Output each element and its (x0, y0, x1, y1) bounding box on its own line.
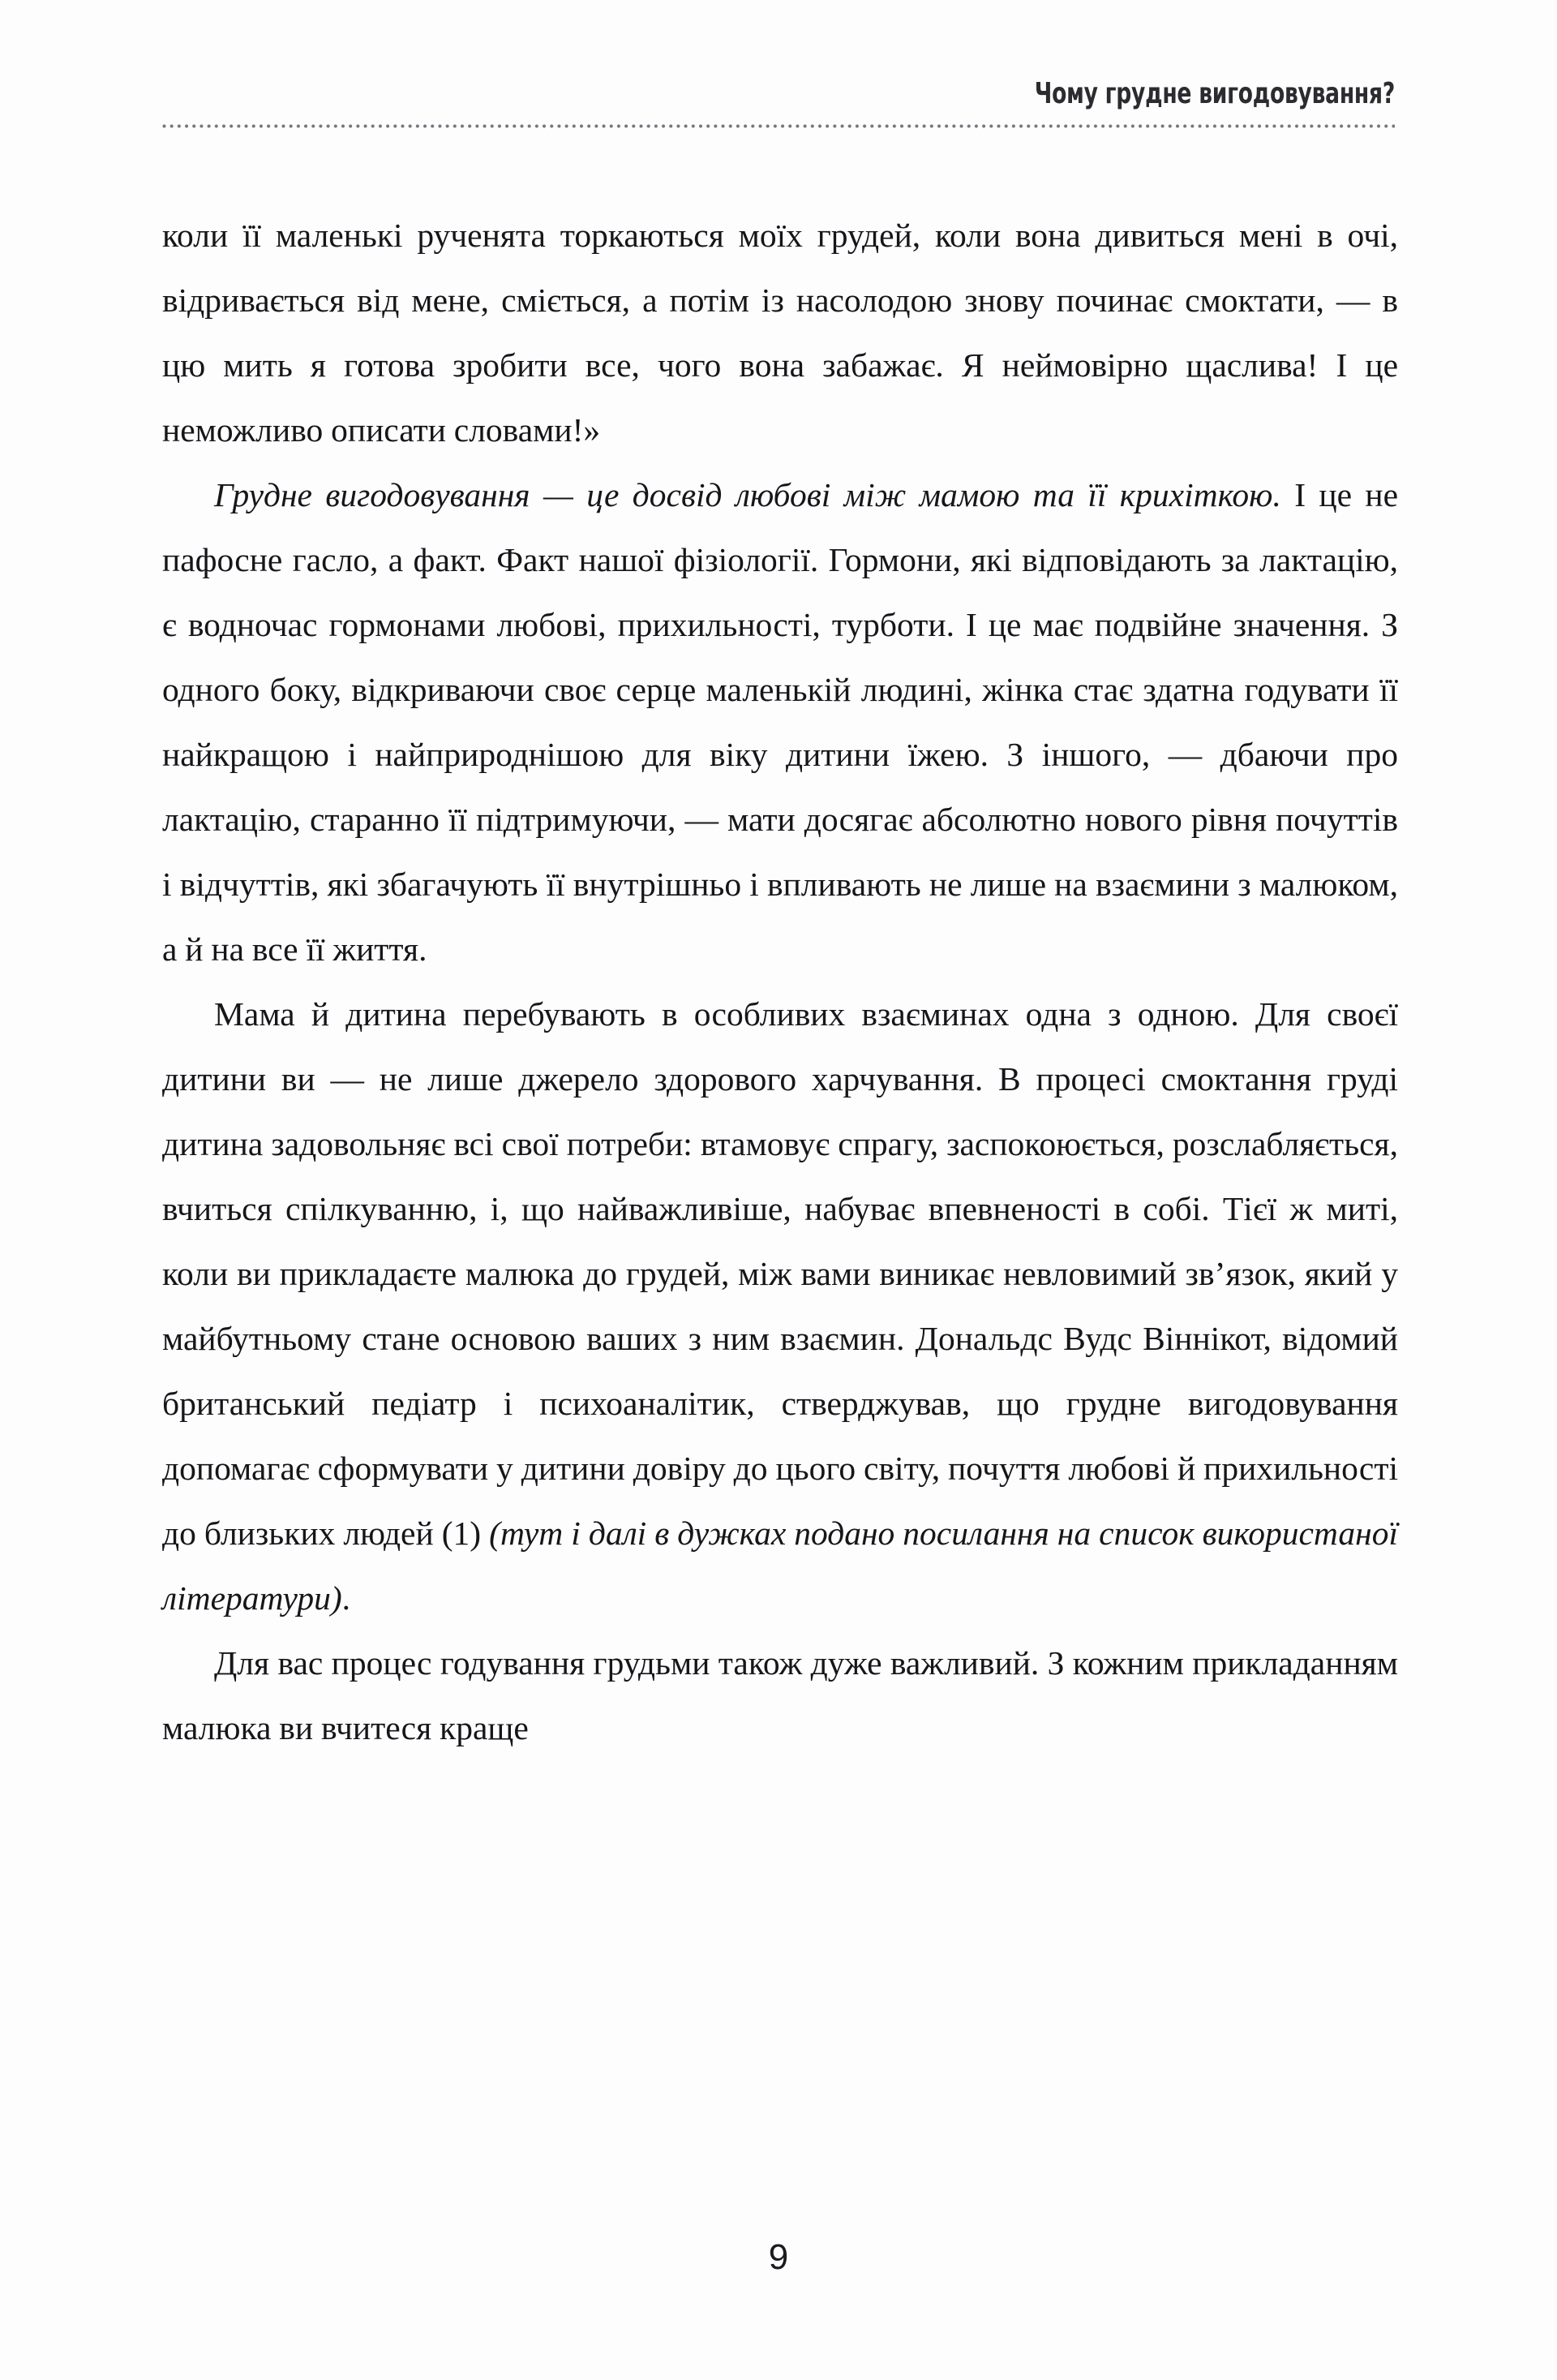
paragraph-special-relationship (162, 982, 1398, 1630)
paragraph-text: Для вас процес годування грудьми також дуже важливий. З кожним прикладанням малюка ви вчитеся краще (162, 1644, 1398, 1746)
paragraph-text: коли її маленькі рученята торкаються моїх грудей, коли вона дивиться мені в очі, відривається від мене, сміється, а потім із насолодою знову починає смоктати, — в цю мить я готова зробити все, чого вона забажає. Я неймовірно щаслива! І це неможливо описати словами!» (162, 217, 1398, 449)
paragraph-text: І це не пафосне гасло, а факт. Факт нашої фізіології. Гормони, які відповідають за лактацію, є водночас гормонами любові, прихильності, турботи. І це має подвійне значення. З одного боку, відкриваючи своє серце маленькій людині, жінка стає здатна годувати її найкращою і найприроднішою для віку дитини їжею. З іншого, — дбаючи про лактацію, старанно її підтримуючи, — мати досягає абсолютно нового рівня почуттів і відчуттів, які збагачують її внутрішньо і впливають не лише на взаємини з малюком, а й на все її життя. (162, 476, 1399, 968)
page-number: 9 (768, 2237, 789, 2277)
paragraph-for-you (162, 1630, 1398, 1760)
body-text-block (162, 203, 1398, 1760)
page-header (162, 78, 1395, 129)
italic-reference-note: (тут і далі в дужках подано посилання на список використаної літератури) (162, 1514, 1399, 1617)
paragraph-quote-continuation (162, 203, 1398, 462)
paragraph-love-experience (162, 462, 1398, 982)
italic-lead-sentence: Грудне вигодовування — це досвід любові між мамою та її крихіткою. (214, 476, 1281, 513)
paragraph-text-after-note: . (341, 1579, 351, 1617)
running-header-title: Чому грудне вигодовування? (1034, 77, 1395, 110)
paragraph-text-before-note: Мама й дитина перебувають в особливих взаєминах одна з одною. Для своєї дитини ви — не лише джерело здорового харчування. В процесі смоктання груді дитина задовольняє всі свої потреби: втамовує спрагу, заспокоюється, розслабляється, вчиться спілкуванню, і, що найважливіше, набуває впевненості в собі. Тієї ж миті, коли ви прикладаєте малюка до грудей, між вами виникає невловимий зв’язок, який у майбутньому стане основою ваших з ним взаємин. Дональдс Вудс Віннікот, відомий британський педіатр і психоаналітик, стверджував, що грудне вигодовування допомагає сформувати у дитини довіру до цього світу, почуття любові й прихильності до близьких людей (1) (162, 995, 1398, 1552)
header-dotted-rule (162, 123, 1395, 129)
